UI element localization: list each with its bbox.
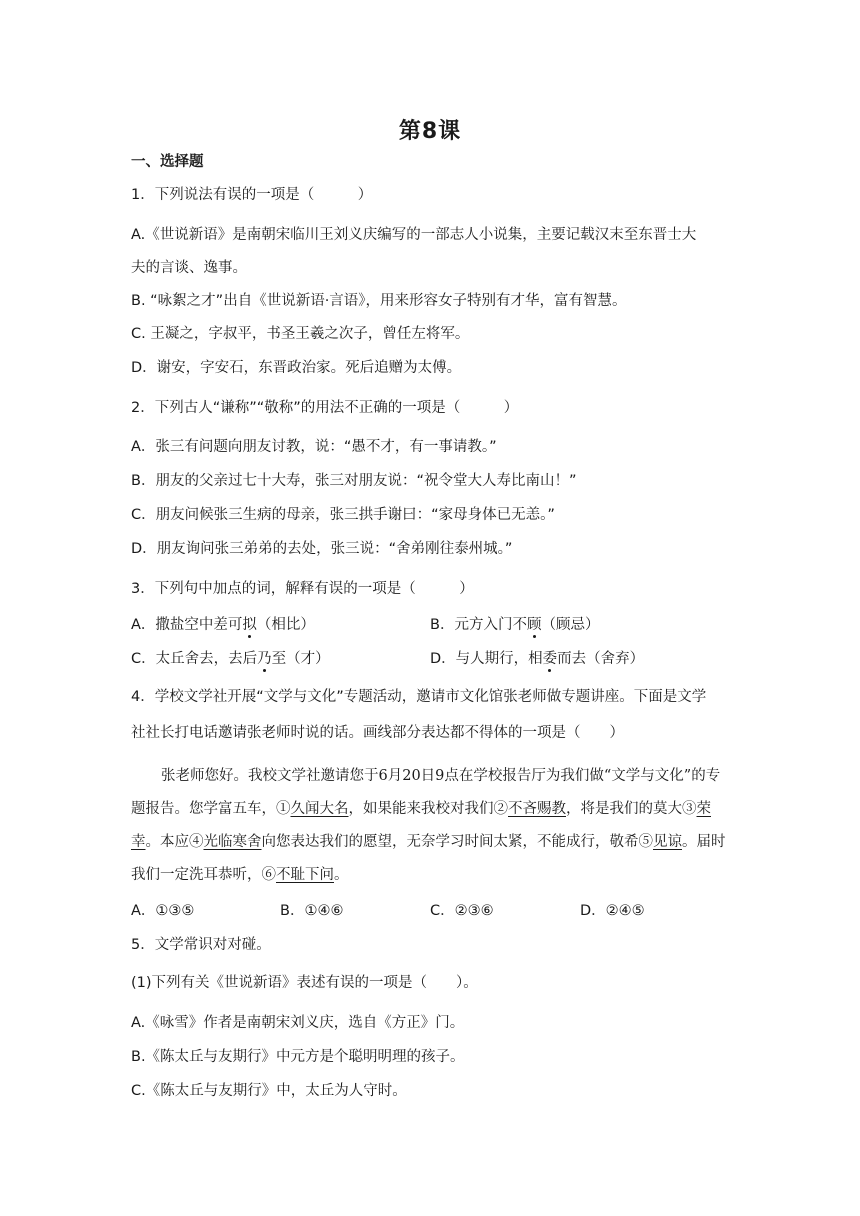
- q5-option-c: C.《陈太丘与友期行》中，太丘为人守时。: [131, 1083, 407, 1099]
- q5-stem: 5．文学常识对对碰。: [131, 937, 271, 953]
- q5-option-a: A.《咏雪》作者是南朝宋刘义庆，选自《方正》门。: [131, 1015, 465, 1031]
- q2-option-b: B．朋友的父亲过七十大寿，张三对朋友说：“祝令堂大人寿比南山！”: [131, 473, 577, 489]
- underlined-phrase: 光临寒舍: [203, 834, 262, 850]
- q2-option-c: C．朋友问候张三生病的母亲，张三拱手谢曰：“家母身体已无恙。”: [131, 507, 555, 523]
- q5-sub1-stem: (1)下列有关《世说新语》表述有误的一项是（ ）。: [131, 975, 478, 991]
- q1-option-c: C. 王凝之，字叔平，书圣王羲之次子，曾任左将军。: [131, 326, 470, 342]
- q4-stem-line2: 社社长打电话邀请张老师时说的话。画线部分表达都不得体的一项是（ ）: [131, 725, 624, 741]
- q3-option-d: D．与人期行，相委而去（舍弃）: [430, 651, 645, 667]
- q1-option-d: D．谢安，字安石，东晋政治家。死后追赠为太傅。: [131, 360, 462, 376]
- underlined-phrase: 见谅: [653, 834, 682, 850]
- emphasis-dot-word: 拟: [242, 617, 257, 633]
- q2-option-a: A．张三有问题向朋友讨教，说：“愚不才，有一事请教。”: [131, 439, 497, 455]
- q3-stem: 3．下列句中加点的词，解释有误的一项是（ ）: [131, 581, 474, 597]
- q4-option-d: D．②④⑤: [580, 903, 645, 919]
- q4-option-a: A．①③⑤: [131, 903, 195, 919]
- q4-option-b: B．①④⑥: [280, 903, 344, 919]
- page-title: 第8课: [398, 119, 462, 144]
- q2-option-d: D．朋友询问张三弟弟的去处，张三说：“舍弟刚往泰州城。”: [131, 541, 513, 557]
- emphasis-dot-word: 乃: [257, 651, 272, 667]
- section-heading: 一、选择题: [131, 154, 204, 170]
- q1-option-a-line1: A.《世说新语》是南朝宋临川王刘义庆编写的一部志人小说集，主要记载汉末至东晋士大: [131, 227, 697, 243]
- q1-option-a-line2: 夫的言谈、逸事。: [131, 260, 247, 276]
- underlined-phrase: 荣幸: [131, 801, 711, 850]
- q4-option-c: C．②③⑥: [430, 903, 494, 919]
- q5-option-b: B.《陈太丘与友期行》中元方是个聪明明理的孩子。: [131, 1049, 465, 1065]
- q2-stem: 2．下列古人“谦称”“敬称”的用法不正确的一项是（ ）: [131, 400, 519, 416]
- emphasis-dot-word: 委: [542, 651, 558, 667]
- q4-stem-line1: 4．学校文学社开展“文学与文化”专题活动，邀请市文化馆张老师做专题讲座。下面是文学: [131, 689, 707, 705]
- underlined-phrase: 久闻大名: [290, 801, 349, 817]
- emphasis-dot-word: 顾: [526, 617, 542, 633]
- underlined-phrase: 不耻下问: [276, 867, 334, 883]
- q1-option-b: B. “咏絮之才”出自《世说新语·言语》，用来形容女子特别有才华，富有智慧。: [131, 293, 627, 309]
- q4-passage: 张老师您好。我校文学社邀请您于6月20日9点在学校报告厅为我们做“文学与文化”的专题报告。您学富五车，①久闻大名，如果能来我校对我们②不吝赐教，将是我们的莫大③荣幸。本应④光临寒舍向您表达我们的愿望，无奈学习时间太紧，不能成行，敬希⑤见谅。届时我们一定洗耳恭听，⑥不耻下问。: [131, 768, 726, 883]
- q3-option-a: A．撒盐空中差可拟（相比）: [131, 617, 315, 633]
- underlined-phrase: 不吝赐教: [508, 801, 566, 817]
- q1-stem: 1．下列说法有误的一项是（ ）: [131, 187, 373, 203]
- q3-option-c: C．太丘舍去，去后乃至（才）: [131, 651, 330, 667]
- q3-option-b: B．元方入门不顾（顾忌）: [430, 617, 600, 633]
